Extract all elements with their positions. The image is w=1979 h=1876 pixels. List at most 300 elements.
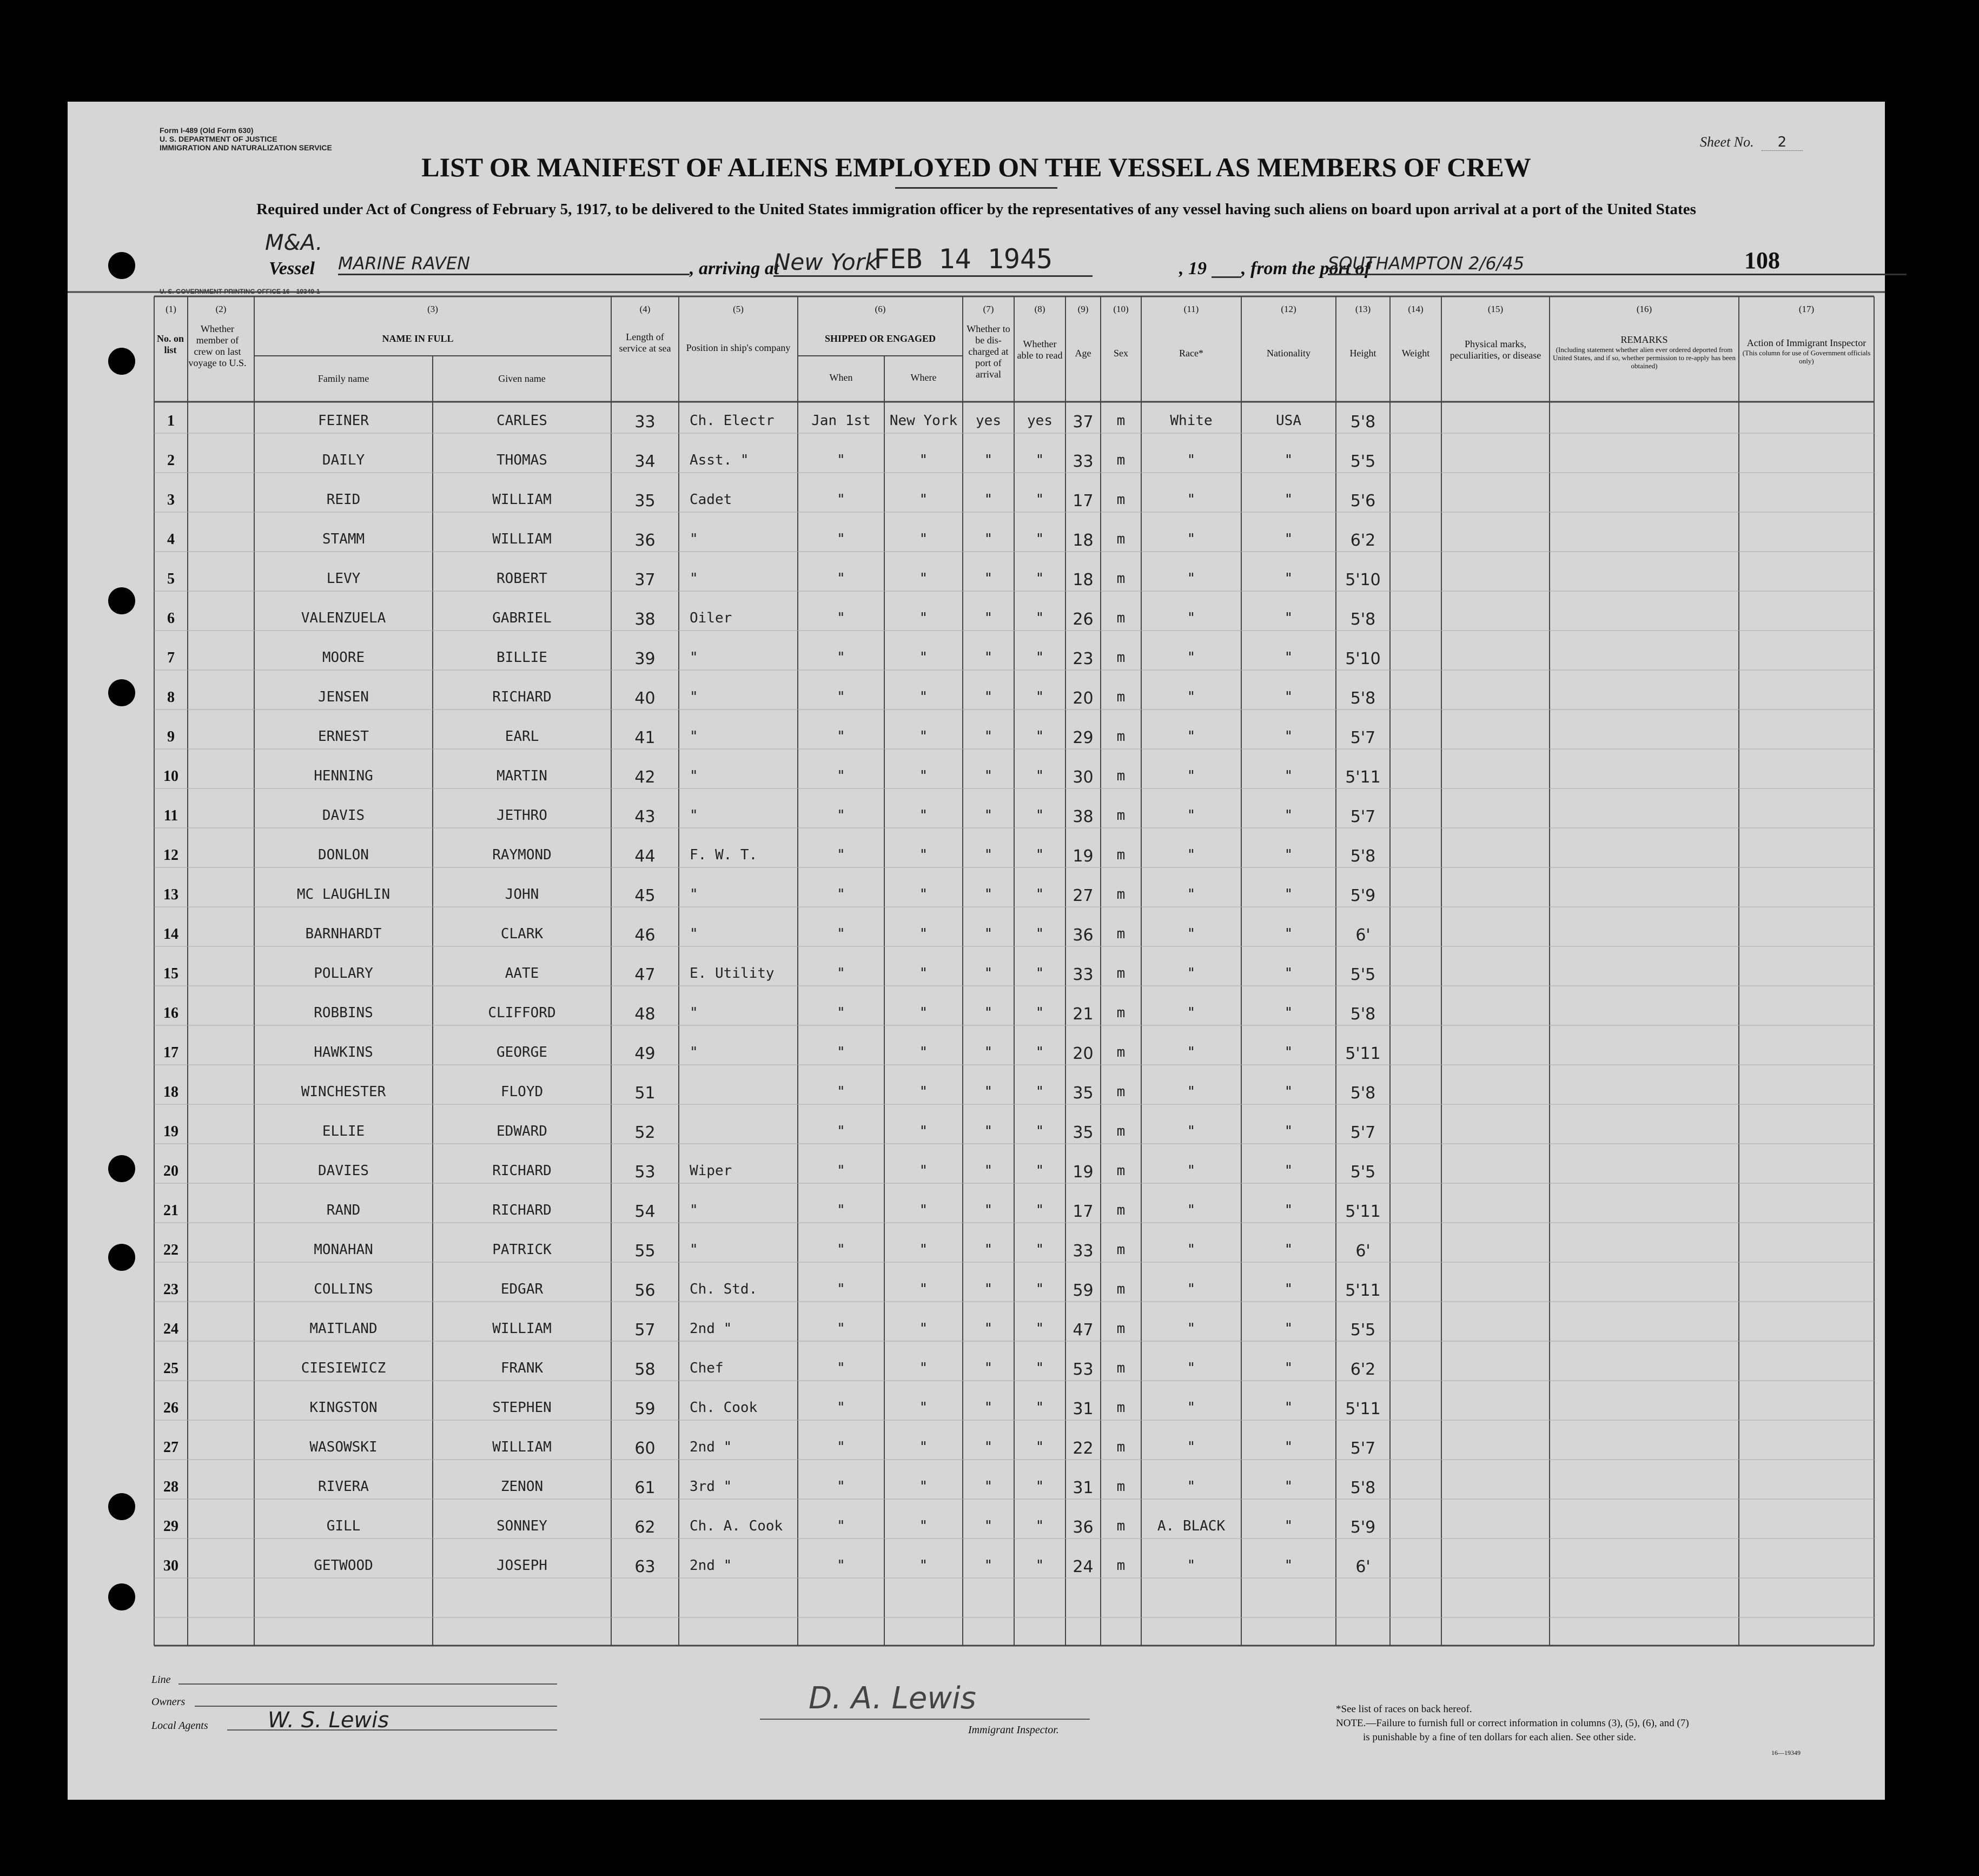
height-cell: 5'7 <box>1350 807 1376 826</box>
able-to-read-cell: " <box>1035 1479 1044 1495</box>
age-cell: 19 <box>1073 847 1094 866</box>
given-name-cell: MARTIN <box>497 768 547 784</box>
sex-cell: m <box>1116 1163 1126 1179</box>
header-length-of-service: Length of service at sea <box>619 332 671 354</box>
discharged-cell: " <box>984 1005 993 1021</box>
sex-cell: m <box>1116 1281 1126 1297</box>
column-number: (7) <box>983 304 994 314</box>
race-cell: " <box>1187 1242 1196 1258</box>
age-cell: 59 <box>1073 1281 1094 1300</box>
position-cell: " <box>690 1044 698 1060</box>
age-cell: 18 <box>1073 531 1094 550</box>
given-name-cell: RICHARD <box>492 1202 552 1218</box>
shipped-when-cell: " <box>837 1557 845 1574</box>
service-length-cell: 41 <box>634 728 656 747</box>
race-cell: " <box>1187 571 1196 587</box>
remarks-title: REMARKS <box>1620 334 1668 345</box>
given-name-cell: CLIFFORD <box>488 1005 556 1021</box>
discharged-cell: " <box>984 965 993 982</box>
nationality-cell: " <box>1284 1400 1293 1416</box>
sex-cell: m <box>1116 768 1126 784</box>
column-number: (5) <box>733 304 744 314</box>
sex-cell: m <box>1116 571 1126 587</box>
row-number: 21 <box>163 1202 178 1219</box>
race-cell: A. BLACK <box>1157 1518 1226 1534</box>
header-shipped-engaged: SHIPPED OR ENGAGED <box>824 333 936 344</box>
discharged-cell: " <box>984 768 993 784</box>
service-length-cell: 52 <box>634 1123 656 1142</box>
line-blank <box>178 1683 557 1685</box>
given-name-cell: ROBERT <box>497 571 547 587</box>
given-name-cell: WILLIAM <box>492 1439 552 1455</box>
shipped-when-cell: " <box>837 965 845 982</box>
page-subtitle: Required under Act of Congress of February 5, 1917, to be delivered to the United States immigration officer by the representatives of any vessel having such aliens on board upon arrival at a port of the United States <box>256 201 1696 218</box>
shipped-when-cell: " <box>837 886 845 903</box>
age-cell: 37 <box>1073 413 1094 432</box>
able-to-read-cell: " <box>1035 571 1044 587</box>
service-length-cell: 57 <box>634 1321 656 1340</box>
service-length-cell: 51 <box>634 1084 656 1103</box>
age-cell: 19 <box>1073 1163 1094 1182</box>
department-name: U. S. DEPARTMENT OF JUSTICE <box>160 135 277 143</box>
able-to-read-cell: yes <box>1027 413 1053 429</box>
discharged-cell: " <box>984 1360 993 1376</box>
sex-cell: m <box>1116 1005 1126 1021</box>
row-number: 17 <box>163 1044 178 1061</box>
family-name-cell: POLLARY <box>314 965 373 982</box>
given-name-cell: FRANK <box>500 1360 544 1376</box>
age-cell: 24 <box>1073 1557 1094 1576</box>
able-to-read-cell: " <box>1035 1518 1044 1534</box>
shipped-where-cell: " <box>919 571 928 587</box>
sex-cell: m <box>1116 1242 1126 1258</box>
service-length-cell: 58 <box>634 1360 656 1379</box>
shipped-where-cell: " <box>919 492 928 508</box>
discharged-cell: " <box>984 452 993 468</box>
inspector-label: Immigrant Inspector. <box>968 1724 1059 1736</box>
discharged-cell: " <box>984 1518 993 1534</box>
race-cell: " <box>1187 649 1196 666</box>
able-to-read-cell: " <box>1035 768 1044 784</box>
shipped-where-cell: New York <box>889 413 958 429</box>
column-number: (4) <box>639 304 651 314</box>
race-cell: " <box>1187 492 1196 508</box>
given-name-cell: WILLIAM <box>492 492 552 508</box>
header-where: Where <box>910 372 937 383</box>
discharged-cell: " <box>984 689 993 705</box>
sex-cell: m <box>1116 886 1126 903</box>
given-name-cell: THOMAS <box>497 452 547 468</box>
given-name-cell: CARLES <box>497 413 547 429</box>
row-number: 25 <box>163 1360 178 1377</box>
height-cell: 5'7 <box>1350 728 1376 747</box>
able-to-read-cell: " <box>1035 1557 1044 1574</box>
height-cell: 5'7 <box>1350 1123 1376 1142</box>
header-physical-marks: Physical marks, peculiarities, or disease <box>1449 339 1541 361</box>
race-cell: " <box>1187 847 1196 863</box>
service-length-cell: 34 <box>634 452 656 471</box>
row-number: 20 <box>163 1163 178 1179</box>
given-name-cell: WILLIAM <box>492 531 552 547</box>
shipped-where-cell: " <box>919 965 928 982</box>
age-cell: 23 <box>1073 649 1094 668</box>
service-length-cell: 54 <box>634 1202 656 1221</box>
discharged-cell: " <box>984 886 993 903</box>
family-name-cell: RAND <box>326 1202 361 1218</box>
height-cell: 5'8 <box>1350 689 1376 708</box>
sheet-number-value: 2 <box>1762 134 1803 151</box>
family-name-cell: CIESIEWICZ <box>301 1360 386 1376</box>
shipped-where-cell: " <box>919 1123 928 1139</box>
shipped-when-cell: " <box>837 452 845 468</box>
header-weight: Weight <box>1401 348 1430 359</box>
able-to-read-cell: " <box>1035 807 1044 824</box>
able-to-read-cell: " <box>1035 649 1044 666</box>
shipped-where-cell: " <box>919 689 928 705</box>
column-number: (8) <box>1034 304 1045 314</box>
nationality-cell: " <box>1284 1163 1293 1179</box>
service-length-cell: 40 <box>634 689 656 708</box>
discharged-cell: " <box>984 1281 993 1297</box>
sex-cell: m <box>1116 728 1126 745</box>
line-label: Line <box>151 1674 171 1686</box>
header-position: Position in ship's company <box>686 342 791 353</box>
shipped-when-cell: " <box>837 926 845 942</box>
nationality-cell: " <box>1284 728 1293 745</box>
able-to-read-cell: " <box>1035 728 1044 745</box>
age-cell: 18 <box>1073 571 1094 589</box>
family-name-cell: REID <box>326 492 361 508</box>
row-number: 3 <box>167 492 175 508</box>
shipped-when-cell: " <box>837 1044 845 1060</box>
able-to-read-cell: " <box>1035 1084 1044 1100</box>
service-length-cell: 60 <box>634 1439 656 1458</box>
nationality-cell: " <box>1284 1360 1293 1376</box>
height-cell: 5'8 <box>1350 1479 1376 1497</box>
family-name-cell: VALENZUELA <box>301 610 386 626</box>
height-cell: 6' <box>1355 926 1371 945</box>
header-able-to-read: Whether able to read <box>1017 339 1063 361</box>
service-length-cell: 48 <box>634 1005 656 1024</box>
nationality-cell: " <box>1284 492 1293 508</box>
service-length-cell: 55 <box>634 1242 656 1261</box>
position-cell: " <box>690 1242 698 1258</box>
shipped-where-cell: " <box>919 926 928 942</box>
height-cell: 6'2 <box>1350 1360 1376 1379</box>
family-name-cell: WASOWSKI <box>309 1439 378 1455</box>
shipped-where-cell: " <box>919 728 928 745</box>
penalty-note-line2: is punishable by a fine of ten dollars for each alien. See other side. <box>1363 1732 1636 1743</box>
discharged-cell: " <box>984 1202 993 1218</box>
shipped-where-cell: " <box>919 886 928 903</box>
discharged-cell: " <box>984 492 993 508</box>
row-number: 19 <box>163 1123 178 1140</box>
race-cell: " <box>1187 610 1196 626</box>
arriving-label: , arriving at <box>690 258 779 279</box>
sex-cell: m <box>1116 452 1126 468</box>
given-name-cell: STEPHEN <box>492 1400 552 1416</box>
family-name-cell: ERNEST <box>318 728 369 745</box>
height-cell: 5'8 <box>1350 847 1376 866</box>
age-cell: 27 <box>1073 886 1094 905</box>
shipped-where-cell: " <box>919 847 928 863</box>
able-to-read-cell: " <box>1035 1281 1044 1297</box>
able-to-read-cell: " <box>1035 1163 1044 1179</box>
able-to-read-cell: " <box>1035 492 1044 508</box>
race-cell: " <box>1187 768 1196 784</box>
row-number: 22 <box>163 1242 178 1258</box>
height-cell: 5'11 <box>1345 1202 1381 1221</box>
given-name-cell: AATE <box>505 965 539 982</box>
column-number: (9) <box>1077 304 1089 314</box>
family-name-cell: MC LAUGHLIN <box>296 886 390 903</box>
race-cell: " <box>1187 926 1196 942</box>
height-cell: 5'8 <box>1350 1084 1376 1103</box>
age-cell: 35 <box>1073 1123 1094 1142</box>
nationality-cell: " <box>1284 571 1293 587</box>
shipped-when-cell: " <box>837 1084 845 1100</box>
height-cell: 5'7 <box>1350 1439 1376 1458</box>
service-length-cell: 39 <box>634 649 656 668</box>
shipped-when-cell: " <box>837 1202 845 1218</box>
sex-cell: m <box>1116 1084 1126 1100</box>
able-to-read-cell: " <box>1035 610 1044 626</box>
given-name-cell: EDGAR <box>500 1281 544 1297</box>
shipped-when-cell: " <box>837 1360 845 1376</box>
column-number: (2) <box>215 304 227 314</box>
discharged-cell: " <box>984 1084 993 1100</box>
service-length-cell: 59 <box>634 1400 656 1418</box>
height-cell: 5'9 <box>1350 1518 1376 1537</box>
shipped-where-cell: " <box>919 1400 928 1416</box>
service-length-cell: 53 <box>634 1163 656 1182</box>
family-name-cell: MAITLAND <box>309 1321 378 1337</box>
race-cell: " <box>1187 728 1196 745</box>
age-cell: 17 <box>1073 1202 1094 1221</box>
race-cell: " <box>1187 1281 1196 1297</box>
position-cell: Asst. " <box>690 452 749 468</box>
shipped-when-cell: " <box>837 1123 845 1139</box>
age-cell: 31 <box>1073 1479 1094 1497</box>
race-cell: " <box>1187 1005 1196 1021</box>
sex-cell: m <box>1116 610 1126 626</box>
family-name-cell: JENSEN <box>318 689 369 705</box>
given-name-cell: WILLIAM <box>492 1321 552 1337</box>
row-number: 4 <box>167 531 175 548</box>
position-cell: Cadet <box>690 492 732 508</box>
position-cell: Ch. A. Cook <box>690 1518 783 1534</box>
position-cell: F. W. T. <box>690 847 758 863</box>
row-number: 28 <box>163 1479 178 1495</box>
header-sex: Sex <box>1114 348 1128 359</box>
service-length-cell: 38 <box>634 610 656 629</box>
able-to-read-cell: " <box>1035 1202 1044 1218</box>
age-cell: 33 <box>1073 452 1094 471</box>
able-to-read-cell: " <box>1035 1044 1044 1060</box>
header-family-name: Family name <box>317 373 369 384</box>
nationality-cell: " <box>1284 531 1293 547</box>
row-number: 10 <box>163 768 178 785</box>
column-number: (10) <box>1113 304 1129 314</box>
nationality-cell: " <box>1284 649 1293 666</box>
discharged-cell: " <box>984 926 993 942</box>
given-name-cell: ZENON <box>500 1479 544 1495</box>
sex-cell: m <box>1116 1518 1126 1534</box>
position-cell: Oiler <box>690 610 732 626</box>
nationality-cell: " <box>1284 1479 1293 1495</box>
service-length-cell: 62 <box>634 1518 656 1537</box>
shipped-when-cell: " <box>837 689 845 705</box>
row-number: 27 <box>163 1439 178 1456</box>
able-to-read-cell: " <box>1035 1242 1044 1258</box>
shipped-when-cell: " <box>837 847 845 863</box>
family-name-cell: KINGSTON <box>309 1400 378 1416</box>
row-number: 9 <box>167 728 175 745</box>
nationality-cell: " <box>1284 847 1293 863</box>
nationality-cell: " <box>1284 1518 1293 1534</box>
row-number: 12 <box>163 847 178 864</box>
sheet-number-label: Sheet No. <box>1700 134 1754 150</box>
discharged-cell: " <box>984 1557 993 1574</box>
service-length-cell: 47 <box>634 965 656 984</box>
position-cell: " <box>690 689 698 705</box>
sex-cell: m <box>1116 1123 1126 1139</box>
position-cell: 2nd " <box>690 1321 732 1337</box>
shipped-when-cell: " <box>837 571 845 587</box>
discharged-cell: " <box>984 1321 993 1337</box>
age-cell: 22 <box>1073 1439 1094 1458</box>
able-to-read-cell: " <box>1035 689 1044 705</box>
row-number: 16 <box>163 1005 178 1022</box>
row-number: 15 <box>163 965 178 982</box>
discharged-cell: " <box>984 1242 993 1258</box>
position-cell: Chef <box>690 1360 724 1376</box>
age-cell: 17 <box>1073 492 1094 511</box>
race-cell: " <box>1187 807 1196 824</box>
header-race: Race* <box>1179 348 1203 359</box>
nationality-cell: " <box>1284 1557 1293 1574</box>
position-cell: " <box>690 1202 698 1218</box>
action-title: Action of Immigrant Inspector <box>1746 337 1867 348</box>
given-name-cell: JOSEPH <box>497 1557 547 1574</box>
service-length-cell: 56 <box>634 1281 656 1300</box>
sex-cell: m <box>1116 1479 1126 1495</box>
position-cell: 2nd " <box>690 1557 732 1574</box>
family-name-cell: ROBBINS <box>314 1005 373 1021</box>
height-cell: 5'11 <box>1345 1281 1381 1300</box>
sex-cell: m <box>1116 1202 1126 1218</box>
position-cell: " <box>690 728 698 745</box>
family-name-cell: MOORE <box>322 649 365 666</box>
height-cell: 6'2 <box>1350 531 1376 550</box>
penalty-note-line1: NOTE.—Failure to furnish full or correct information in columns (3), (5), (6), and (7) <box>1336 1718 1689 1729</box>
able-to-read-cell: " <box>1035 965 1044 982</box>
discharged-cell: " <box>984 1400 993 1416</box>
column-number: (15) <box>1487 304 1504 314</box>
sex-cell: m <box>1116 689 1126 705</box>
sex-cell: m <box>1116 413 1126 429</box>
column-number: (1) <box>166 304 176 314</box>
manifest-sheet <box>68 102 1885 1800</box>
able-to-read-cell: " <box>1035 1400 1044 1416</box>
age-cell: 47 <box>1073 1321 1094 1340</box>
family-name-cell: COLLINS <box>314 1281 373 1297</box>
shipped-when-cell: " <box>837 1242 845 1258</box>
able-to-read-cell: " <box>1035 1439 1044 1455</box>
discharged-cell: " <box>984 649 993 666</box>
nationality-cell: " <box>1284 1439 1293 1455</box>
position-cell: Wiper <box>690 1163 732 1179</box>
form-code: 16—19349 <box>1771 1749 1801 1756</box>
shipped-where-cell: " <box>919 807 928 824</box>
nationality-cell: " <box>1284 965 1293 982</box>
owners-label: Owners <box>151 1696 186 1708</box>
sex-cell: m <box>1116 807 1126 824</box>
shipped-when-cell: " <box>837 1321 845 1337</box>
shipped-when-cell: " <box>837 1400 845 1416</box>
position-cell: Ch. Std. <box>690 1281 758 1297</box>
header-no-on-list: No. on list <box>156 333 184 355</box>
discharged-cell: " <box>984 1044 993 1060</box>
column-number: (3) <box>427 304 438 314</box>
given-name-cell: FLOYD <box>500 1084 544 1100</box>
column-number: (14) <box>1408 304 1424 314</box>
family-name-cell: LEVY <box>326 571 361 587</box>
discharged-cell: " <box>984 531 993 547</box>
service-length-cell: 49 <box>634 1044 656 1063</box>
family-name-cell: DAVIES <box>318 1163 369 1179</box>
height-cell: 5'9 <box>1350 886 1376 905</box>
shipped-where-cell: " <box>919 1518 928 1534</box>
height-cell: 5'11 <box>1345 768 1381 787</box>
column-number: (12) <box>1281 304 1296 314</box>
able-to-read-cell: " <box>1035 886 1044 903</box>
age-cell: 33 <box>1073 1242 1094 1261</box>
local-agents-label: Local Agents <box>151 1720 208 1732</box>
page-number: 108 <box>1744 247 1780 274</box>
header-discharged: Whether to be dis-charged at port of arrival <box>967 323 1010 380</box>
position-cell: " <box>690 807 698 824</box>
given-name-cell: RICHARD <box>492 689 552 705</box>
shipped-where-cell: " <box>919 1479 928 1495</box>
race-cell: " <box>1187 1557 1196 1574</box>
row-number: 24 <box>163 1321 178 1337</box>
shipped-where-cell: " <box>919 1439 928 1455</box>
row-number: 1 <box>167 413 175 429</box>
discharged-cell: " <box>984 1479 993 1495</box>
signature-line <box>760 1719 1090 1720</box>
shipped-when-cell: " <box>837 1479 845 1495</box>
nationality-cell: " <box>1284 1242 1293 1258</box>
row-number: 7 <box>167 649 175 666</box>
owners-blank <box>195 1706 557 1707</box>
given-name-cell: PATRICK <box>492 1242 552 1258</box>
family-name-cell: MONAHAN <box>314 1242 373 1258</box>
height-cell: 5'5 <box>1350 1321 1376 1340</box>
header-nationality: Nationality <box>1267 348 1310 359</box>
position-cell: " <box>690 531 698 547</box>
position-cell: " <box>690 926 698 942</box>
shipped-where-cell: " <box>919 531 928 547</box>
discharged-cell: " <box>984 807 993 824</box>
discharged-cell: " <box>984 847 993 863</box>
height-cell: 5'6 <box>1350 492 1376 511</box>
discharged-cell: " <box>984 1123 993 1139</box>
header-given-name: Given name <box>498 373 546 384</box>
height-cell: 5'5 <box>1350 965 1376 984</box>
discharged-cell: " <box>984 1163 993 1179</box>
printing-office-note: U. S. GOVERNMENT PRINTING OFFICE 16—19349-1 <box>160 288 320 295</box>
